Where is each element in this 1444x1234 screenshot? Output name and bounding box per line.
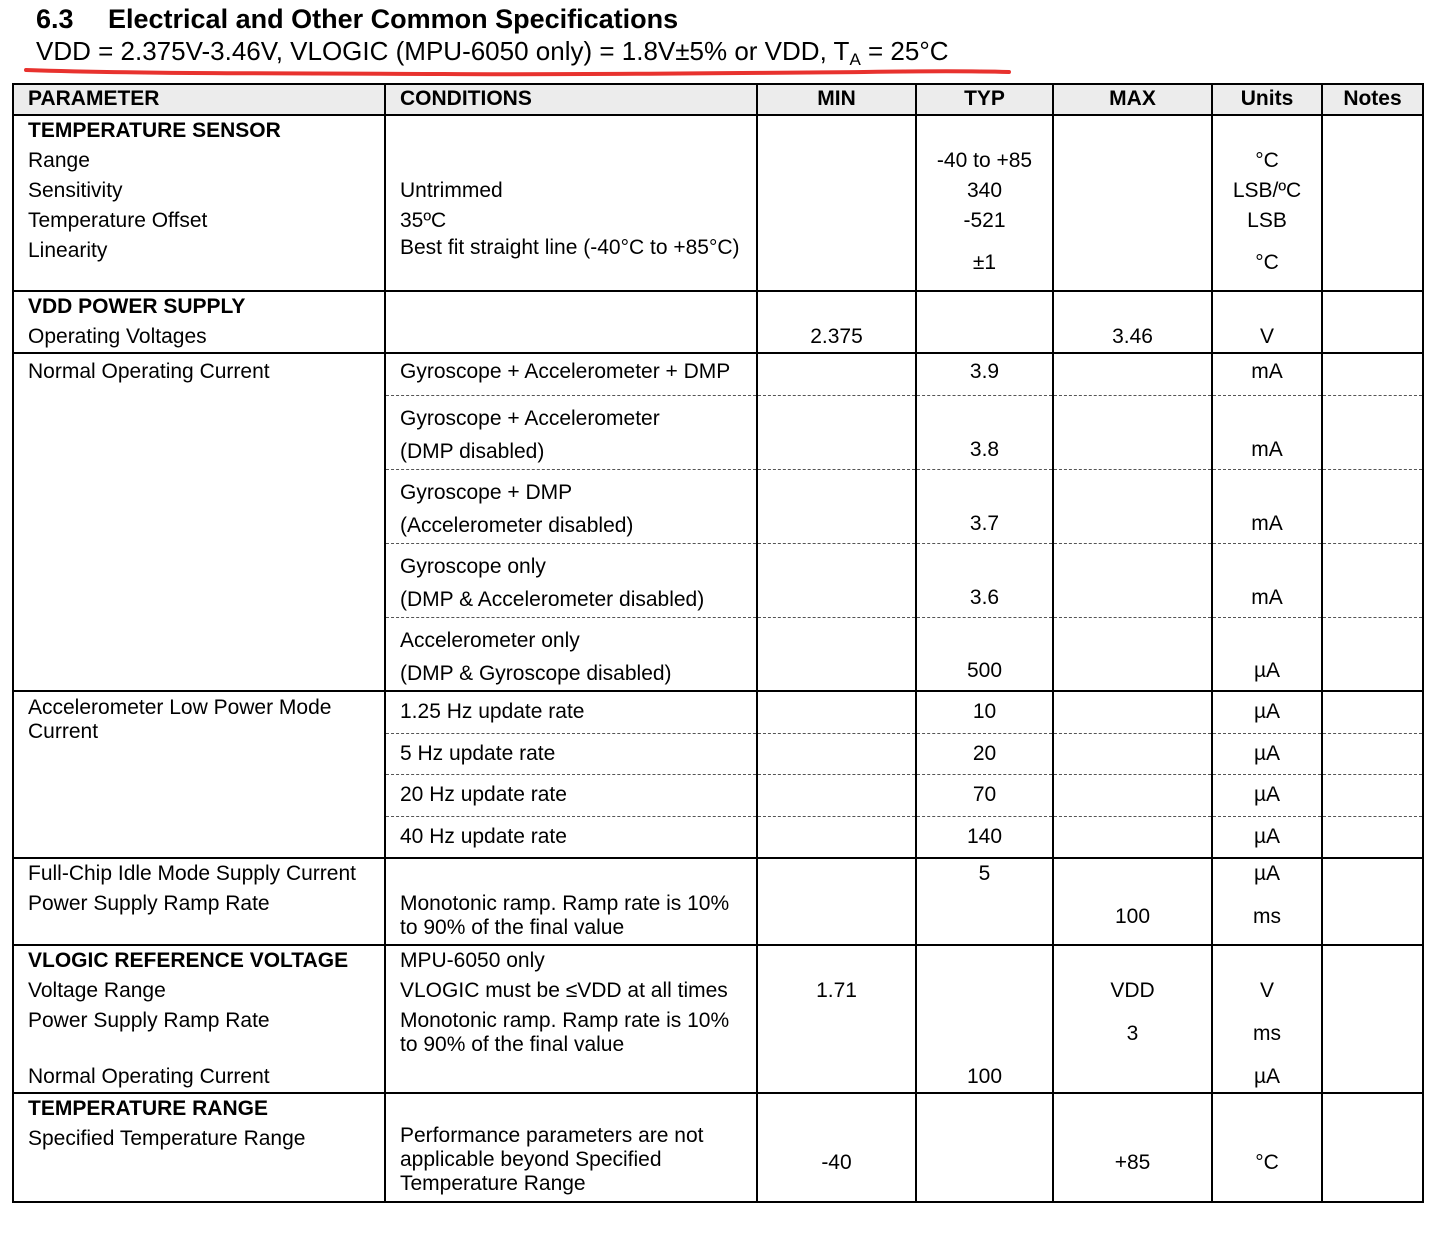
param-cell: Power Supply Ramp Rate — [13, 889, 385, 945]
table-row — [13, 146, 1423, 176]
table-row — [13, 1093, 1423, 1124]
units-cell: µA — [1212, 691, 1322, 733]
col-header-conditions: CONDITIONS — [385, 84, 757, 115]
param-cell: Temperature Offset — [13, 206, 385, 236]
col-header-max: MAX — [1053, 84, 1212, 115]
typ-cell: 140 — [916, 816, 1053, 858]
table-row — [13, 236, 1423, 291]
min-cell — [757, 236, 916, 291]
param-cell: Full-Chip Idle Mode Supply Current — [13, 858, 385, 889]
table-row — [13, 1006, 1423, 1062]
max-cell — [1053, 236, 1212, 291]
param-cell: Normal Operating Current — [13, 1062, 385, 1093]
cond-line-1: Gyroscope + DMP — [400, 480, 573, 504]
cond-cell: Gyroscope + Accelerometer + DMP — [385, 353, 757, 395]
min-cell — [757, 146, 916, 176]
cond-cell — [385, 1006, 757, 1062]
cond-cell: MPU-6050 only — [385, 945, 757, 976]
units-cell: V — [1212, 976, 1322, 1006]
section-number: 6.3 — [36, 4, 74, 34]
cond-line-2: (DMP disabled) — [400, 439, 545, 463]
typ-cell: 3.6 — [916, 543, 1053, 617]
units-cell: LSB/ºC — [1212, 176, 1322, 206]
table-row — [13, 945, 1423, 976]
table-row — [13, 176, 1423, 206]
min-cell: -40 — [757, 1124, 916, 1202]
col-header-units: Units — [1212, 84, 1322, 115]
table-row — [13, 353, 1423, 395]
units-cell: mA — [1212, 353, 1322, 395]
typ-cell — [916, 322, 1053, 353]
col-header-min: MIN — [757, 84, 916, 115]
cond-cell: 1.25 Hz update rate — [385, 691, 757, 733]
table-row — [13, 322, 1423, 353]
cond-line-2: (DMP & Accelerometer disabled) — [400, 587, 705, 611]
typ-cell: 3.8 — [916, 395, 1053, 469]
max-cell — [1053, 206, 1212, 236]
group-title: VDD POWER SUPPLY — [13, 291, 385, 322]
cond-cell: 5 Hz update rate — [385, 733, 757, 774]
cond-text: Best fit straight line (-40°C to +85°C) — [400, 236, 740, 259]
table-row — [13, 115, 1423, 146]
param-cell: Sensitivity — [13, 176, 385, 206]
units-cell: LSB — [1212, 206, 1322, 236]
units-cell: °C — [1212, 236, 1322, 291]
cond-cell — [385, 469, 757, 543]
typ-cell: 20 — [916, 733, 1053, 774]
col-header-typ: TYP — [916, 84, 1053, 115]
max-cell: +85 — [1053, 1124, 1212, 1202]
cond-line-1: Gyroscope only — [400, 554, 546, 578]
cond-line-2: (Accelerometer disabled) — [400, 513, 634, 537]
param-cell — [13, 691, 385, 858]
max-cell: 3 — [1053, 1006, 1212, 1062]
max-cell — [1053, 176, 1212, 206]
cond-cell — [385, 1124, 757, 1202]
specifications-table — [12, 83, 1424, 1203]
cond-cell — [385, 543, 757, 617]
cond-cell — [385, 617, 757, 691]
red-underline-annotation — [24, 64, 1014, 78]
typ-cell: -521 — [916, 206, 1053, 236]
param-cell: Operating Voltages — [13, 322, 385, 353]
typ-cell: 3.9 — [916, 353, 1053, 395]
param-cell: Linearity — [13, 236, 385, 291]
table-row — [13, 206, 1423, 236]
group-title: TEMPERATURE SENSOR — [13, 115, 385, 146]
units-cell: V — [1212, 322, 1322, 353]
units-cell: °C — [1212, 1124, 1322, 1202]
section-title: Electrical and Other Common Specifications — [108, 4, 679, 34]
typ-cell: 340 — [916, 176, 1053, 206]
cond-cell: 20 Hz update rate — [385, 774, 757, 816]
conditions-line-pre: VDD = 2.375V-3.46V, VLOGIC (MPU-6050 only) = 1.8V±5% or VDD, T — [36, 36, 850, 66]
table-row — [13, 858, 1423, 889]
units-cell: ms — [1212, 1006, 1322, 1062]
max-cell — [1053, 146, 1212, 176]
max-cell: VDD — [1053, 976, 1212, 1006]
conditions-line-post: = 25°C — [860, 36, 949, 66]
table-row — [13, 976, 1423, 1006]
conditions-line-sub: A — [849, 50, 861, 69]
cond-line-1: Gyroscope + Accelerometer — [400, 406, 660, 430]
table-row — [13, 691, 1423, 733]
max-cell: 100 — [1053, 889, 1212, 945]
units-cell: µA — [1212, 858, 1322, 889]
param-cell: Normal Operating Current — [13, 353, 385, 691]
cond-cell: VLOGIC must be ≤VDD at all times — [385, 976, 757, 1006]
param-cell: Voltage Range — [13, 976, 385, 1006]
units-cell: µA — [1212, 1062, 1322, 1093]
cond-text: Monotonic ramp. Ramp rate is 10% to 90% of the final value — [400, 892, 730, 939]
min-cell — [757, 206, 916, 236]
cond-cell: 40 Hz update rate — [385, 816, 757, 858]
typ-cell: 10 — [916, 691, 1053, 733]
typ-cell: 70 — [916, 774, 1053, 816]
param-cell: Range — [13, 146, 385, 176]
units-cell: mA — [1212, 469, 1322, 543]
typ-cell: 500 — [916, 617, 1053, 691]
max-cell: 3.46 — [1053, 322, 1212, 353]
section-heading — [36, 4, 678, 35]
cond-text: Monotonic ramp. Ramp rate is 10% to 90% of the final value — [400, 1009, 730, 1056]
table-row — [13, 889, 1423, 945]
typ-cell: 3.7 — [916, 469, 1053, 543]
col-header-notes: Notes — [1322, 84, 1423, 115]
typ-cell: -40 to +85 — [916, 146, 1053, 176]
units-cell: µA — [1212, 733, 1322, 774]
group-title: VLOGIC REFERENCE VOLTAGE — [13, 945, 385, 976]
units-cell: µA — [1212, 617, 1322, 691]
table-header-row — [13, 84, 1423, 115]
param-cell: Specified Temperature Range — [13, 1124, 385, 1202]
units-cell: µA — [1212, 816, 1322, 858]
units-cell: mA — [1212, 543, 1322, 617]
cond-line-1: Accelerometer only — [400, 628, 580, 652]
cond-line-2: (DMP & Gyroscope disabled) — [400, 661, 672, 685]
cond-text: Performance parameters are not applicable beyond Specified Temperature Range — [400, 1124, 704, 1195]
cond-cell — [385, 889, 757, 945]
group-title: TEMPERATURE RANGE — [13, 1093, 385, 1124]
table-row — [13, 291, 1423, 322]
min-cell — [757, 176, 916, 206]
min-cell: 1.71 — [757, 976, 916, 1006]
col-header-parameter: PARAMETER — [13, 84, 385, 115]
cond-cell: Untrimmed — [385, 176, 757, 206]
table-row — [13, 1062, 1423, 1093]
units-cell: mA — [1212, 395, 1322, 469]
param-text: Accelerometer Low Power Mode Current — [28, 696, 332, 743]
cond-cell: 35ºC — [385, 206, 757, 236]
units-cell: µA — [1212, 774, 1322, 816]
cond-cell — [385, 395, 757, 469]
typ-cell: 100 — [916, 1062, 1053, 1093]
param-cell: Power Supply Ramp Rate — [13, 1006, 385, 1062]
cond-cell — [385, 236, 757, 291]
table-row — [13, 1124, 1423, 1202]
cond-cell — [385, 146, 757, 176]
units-cell: °C — [1212, 146, 1322, 176]
min-cell: 2.375 — [757, 322, 916, 353]
units-cell: ms — [1212, 889, 1322, 945]
typ-cell: ±1 — [916, 236, 1053, 291]
typ-cell: 5 — [916, 858, 1053, 889]
